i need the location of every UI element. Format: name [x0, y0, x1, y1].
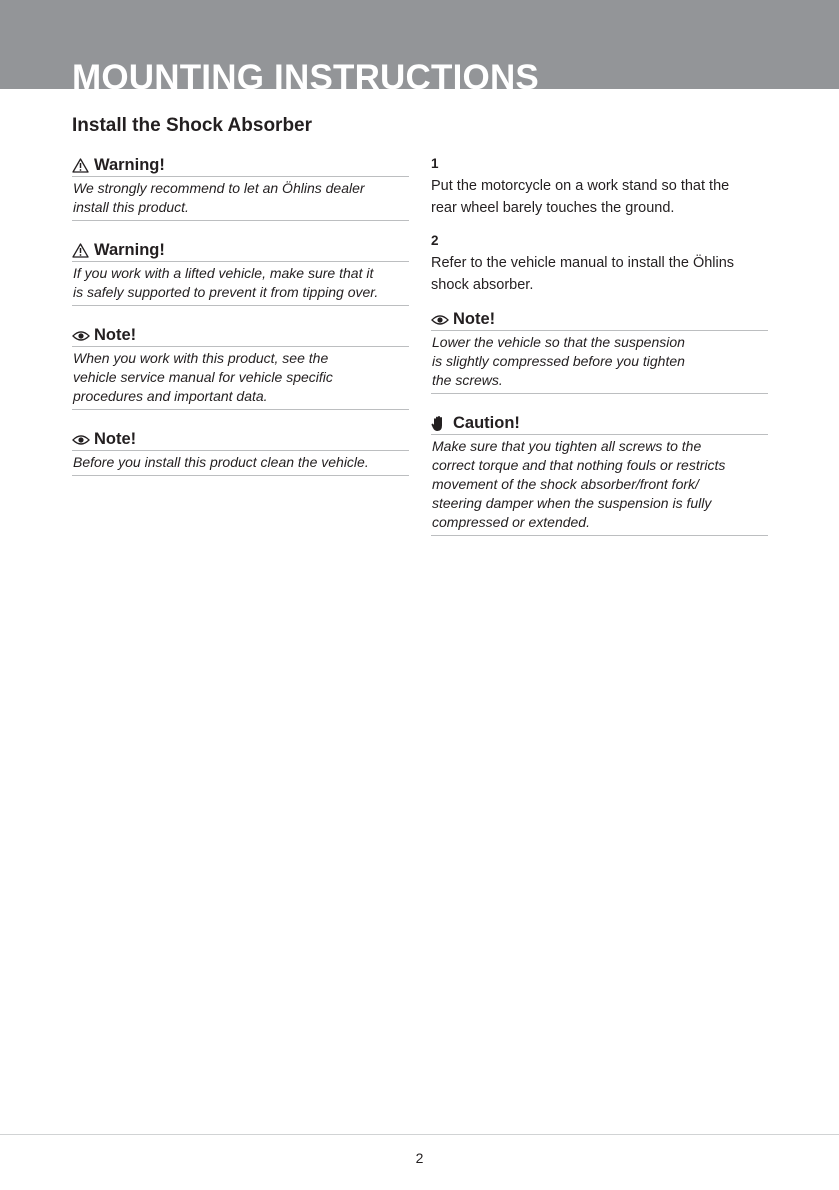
notice-heading [431, 413, 768, 435]
notice-note-manual [72, 325, 409, 410]
step-line: rear wheel barely touches the ground. [431, 200, 675, 216]
notice-body [72, 177, 409, 221]
notice-line: movement of the shock absorber/front fork/ [432, 476, 699, 492]
notice-line: is slightly compressed before you tighten [432, 353, 685, 369]
notice-line: vehicle service manual for vehicle specific [73, 369, 333, 385]
header-band [0, 0, 839, 89]
warning-triangle-icon [72, 158, 92, 174]
notice-caution-torque [431, 413, 768, 536]
page-number: 2 [415, 1150, 424, 1166]
notice-line: the screws. [432, 372, 503, 388]
notice-heading-label: Warning! [94, 156, 165, 174]
right-notices [431, 309, 768, 536]
notice-heading-label: Note! [453, 310, 496, 328]
section-title: Install the Shock Absorber [72, 115, 313, 136]
right-column [431, 155, 768, 555]
footer-rule [0, 1134, 839, 1135]
notice-line: Lower the vehicle so that the suspension [432, 334, 685, 350]
step-text [431, 175, 768, 219]
notice-line: correct torque and that nothing fouls or restricts [432, 457, 726, 473]
step-number: 2 [431, 233, 439, 248]
step-number: 1 [431, 156, 439, 171]
notice-body [431, 435, 768, 536]
step-line: Put the motorcycle on a work stand so that the [431, 178, 730, 194]
step-2 [431, 232, 768, 296]
notice-line: If you work with a lifted vehicle, make sure that it [73, 265, 374, 281]
step-line: Refer to the vehicle manual to install the Öhlins [431, 255, 735, 271]
warning-triangle-icon [72, 243, 92, 259]
notice-line: We strongly recommend to let an Öhlins dealer [73, 180, 365, 196]
notice-warning-dealer [72, 155, 409, 221]
notice-line: Before you install this product clean the vehicle. [73, 454, 369, 470]
notice-heading [72, 325, 409, 347]
step-text [431, 252, 768, 296]
notice-line: procedures and important data. [73, 388, 268, 404]
notice-line: When you work with this product, see the [73, 350, 329, 366]
notice-body [72, 347, 409, 410]
notice-note-lower [431, 309, 768, 394]
left-column [72, 155, 409, 495]
notice-heading-label: Caution! [453, 414, 520, 432]
step-line: shock absorber. [431, 277, 534, 293]
notice-line: is safely supported to prevent it from tipping over. [73, 284, 379, 300]
notice-line: compressed or extended. [432, 514, 590, 530]
eye-icon [72, 328, 92, 344]
notice-heading-label: Note! [94, 430, 137, 448]
notice-body [72, 262, 409, 306]
step-1 [431, 155, 768, 219]
notice-heading [72, 429, 409, 451]
notice-warning-lifted [72, 240, 409, 306]
notice-heading [72, 240, 409, 262]
notice-body [431, 331, 768, 394]
notice-line: Make sure that you tighten all screws to the [432, 438, 702, 454]
notice-heading-label: Note! [94, 326, 137, 344]
notice-line: install this product. [73, 199, 189, 215]
notice-note-clean [72, 429, 409, 476]
notice-body [72, 451, 409, 476]
page-title: MOUNTING INSTRUCTIONS [72, 58, 539, 89]
notice-heading-label: Warning! [94, 241, 165, 259]
notice-line: steering damper when the suspension is fully [432, 495, 712, 511]
notice-heading [431, 309, 768, 331]
eye-icon [72, 432, 92, 448]
eye-icon [431, 312, 451, 328]
notice-heading [72, 155, 409, 177]
hand-stop-icon [431, 416, 451, 432]
